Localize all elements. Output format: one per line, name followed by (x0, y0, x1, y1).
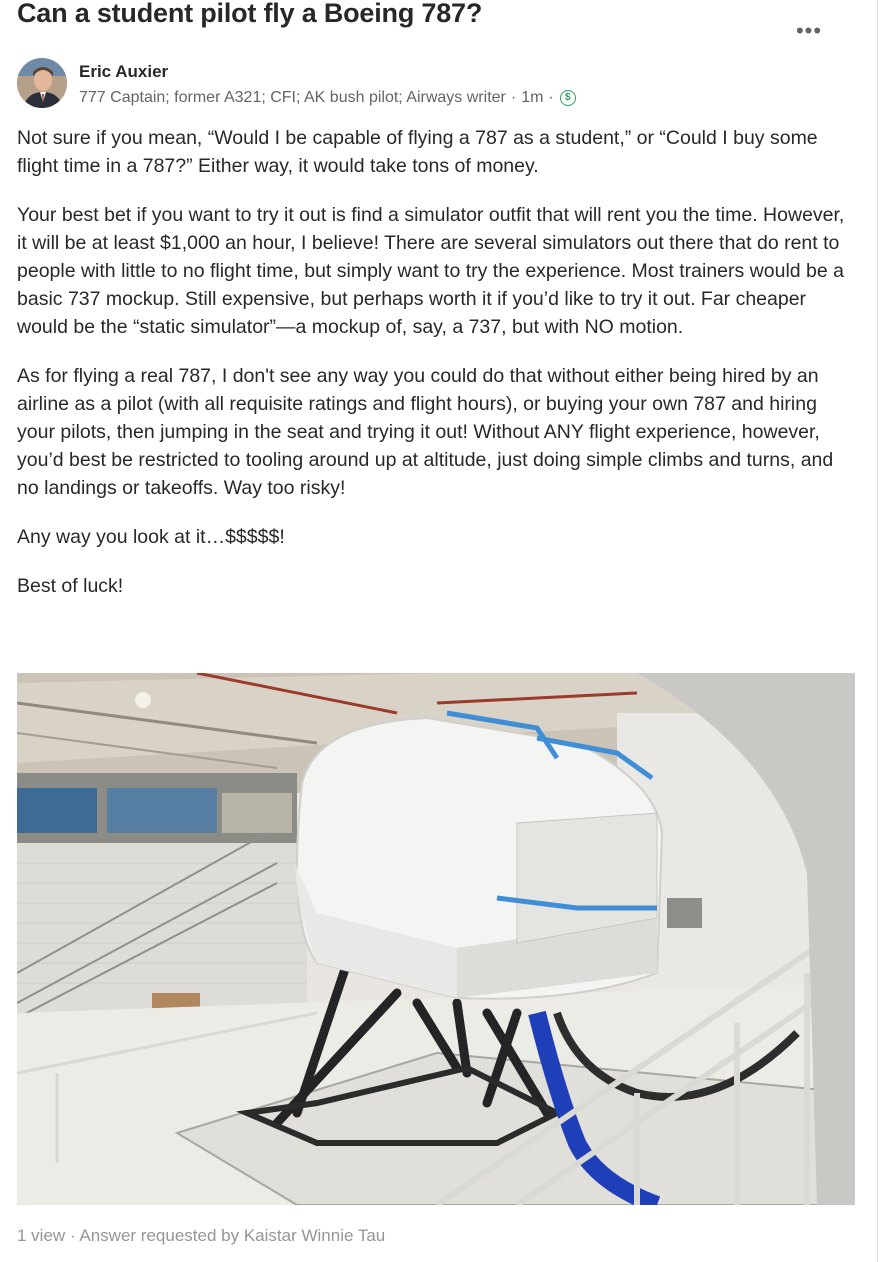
flight-simulator-photo[interactable] (17, 673, 855, 1205)
avatar-photo-icon (17, 58, 67, 108)
answer-paragraph: Not sure if you mean, “Would I be capable of flying a 787 as a student,” or “Could I buy some flight time in a 787?” Either way, it would take tons of money. (17, 127, 818, 177)
separator-dot: · (510, 89, 517, 106)
answer-paragraph: Any way you look at it…$$$$$! (17, 526, 285, 548)
answer-footer (17, 1226, 385, 1246)
author-avatar[interactable] (17, 58, 67, 108)
monetization-dollar-icon: $ (560, 90, 576, 106)
author-credential: 777 Captain; former A321; CFI; AK bush pilot; Airways writer (79, 89, 506, 106)
answer-timestamp[interactable]: 1m (521, 89, 544, 106)
author-name-link[interactable]: Eric Auxier (79, 62, 169, 81)
separator-dot: · (69, 1226, 76, 1245)
answer-paragraph: Your best bet if you want to try it out is find a simulator outfit that will rent you the time. However, it will be at least $1,000 an hour, I believe! There are several simulators out there that do rent to people with little to no flight time, but simply want to try the experience. Most trainers would be a basic 737 mockup. Still expensive, but perhaps worth it if you’d like to try it out. Far cheaper would be the “static simulator”—a mockup of, say, a 737, but with NO motion. (17, 204, 845, 338)
flight-simulator-illustration (17, 673, 855, 1205)
answer-body (17, 124, 847, 621)
answer-paragraph: Best of luck! (17, 575, 124, 597)
view-count[interactable]: 1 view (17, 1226, 66, 1245)
question-title[interactable]: Can a student pilot fly a Boeing 787? (17, 0, 483, 28)
request-prefix: Answer requested by (79, 1226, 240, 1245)
separator-dot: · (548, 89, 554, 106)
author-credential-line (79, 89, 576, 107)
requester-link[interactable]: Kaistar Winnie Tau (243, 1226, 386, 1245)
answer-paragraph: As for flying a real 787, I don't see any way you could do that without either being hired by an airline as a pilot (with all requisite ratings and flight hours), or buying your own 787 and hiring your pilots, then jumping in the seat and trying it out! Without ANY flight experience, however, you’d best be restricted to tooling around up at altitude, just doing simple climbs and turns, and no landings or takeoffs. Way too risky! (17, 365, 834, 499)
page-right-border (877, 0, 878, 1262)
more-options-button[interactable]: ••• (795, 18, 823, 43)
